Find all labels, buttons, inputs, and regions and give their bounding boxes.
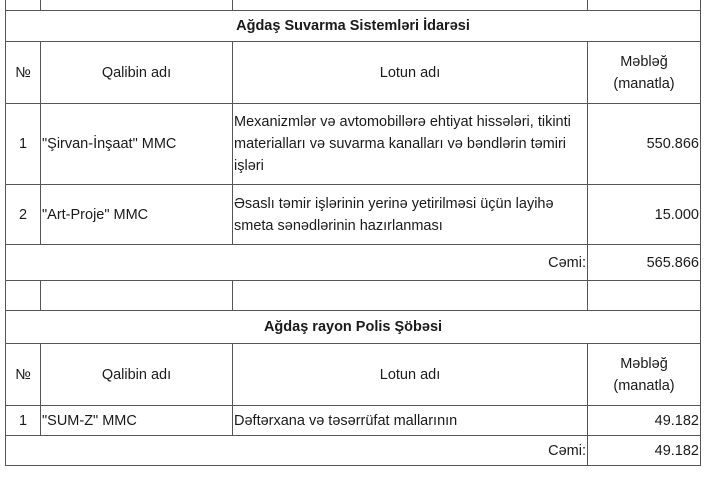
- total-label: Cəmi:: [6, 245, 588, 281]
- tender-results-table: [5, 0, 701, 466]
- total-amount: 49.182: [588, 436, 701, 466]
- header-winner: Qalibin adı: [41, 42, 233, 104]
- header-lot: Lotun adı: [233, 42, 588, 104]
- header-amount-line2: (manatla): [613, 377, 675, 394]
- table-row: [6, 185, 701, 245]
- row-lot: Mexanizmlər və avtomobillərə ehtiyat hissələri, tikinti materialları və suvarma kanalları və bəndlərin təmiri işləri: [233, 104, 588, 185]
- row-amount: 15.000: [588, 185, 701, 245]
- header-amount-line1: Məbləğ: [620, 53, 668, 70]
- total-amount: 565.866: [588, 245, 701, 281]
- row-winner: "Şirvan-İnşaat" MMC: [41, 104, 233, 185]
- row-winner: "Art-Proje" MMC: [41, 185, 233, 245]
- header-no: №: [6, 42, 41, 104]
- section-title: Ağdaş rayon Polis Şöbəsi: [6, 311, 701, 344]
- header-amount-line1: Məbləğ: [620, 355, 668, 372]
- total-label: Cəmi:: [6, 436, 588, 466]
- header-no: №: [6, 344, 41, 406]
- header-row: [6, 42, 701, 104]
- row-lot: Əsaslı təmir işlərinin yerinə yetirilməsi üçün layihə smeta sənədlərinin hazırlanması: [233, 185, 588, 245]
- row-no: 1: [6, 406, 41, 436]
- empty-row: [6, 281, 701, 311]
- row-amount: 550.866: [588, 104, 701, 185]
- empty-row: [6, 0, 701, 11]
- header-amount: [588, 344, 701, 406]
- header-lot: Lotun adı: [233, 344, 588, 406]
- header-amount: [588, 42, 701, 104]
- header-amount-line2: (manatla): [613, 75, 675, 92]
- row-amount: 49.182: [588, 406, 701, 436]
- section-title: Ağdaş Suvarma Sistemləri İdarəsi: [6, 11, 701, 42]
- section-title-row: [6, 311, 701, 344]
- table-row: [6, 406, 701, 436]
- header-row: [6, 344, 701, 406]
- total-row: [6, 245, 701, 281]
- section-title-row: [6, 11, 701, 42]
- header-winner: Qalibin adı: [41, 344, 233, 406]
- row-no: 1: [6, 104, 41, 185]
- row-winner: "SUM-Z" MMC: [41, 406, 233, 436]
- row-no: 2: [6, 185, 41, 245]
- total-row: [6, 436, 701, 466]
- table-row: [6, 104, 701, 185]
- row-lot: Dəftərxana və təsərrüfat mallarının: [233, 406, 588, 436]
